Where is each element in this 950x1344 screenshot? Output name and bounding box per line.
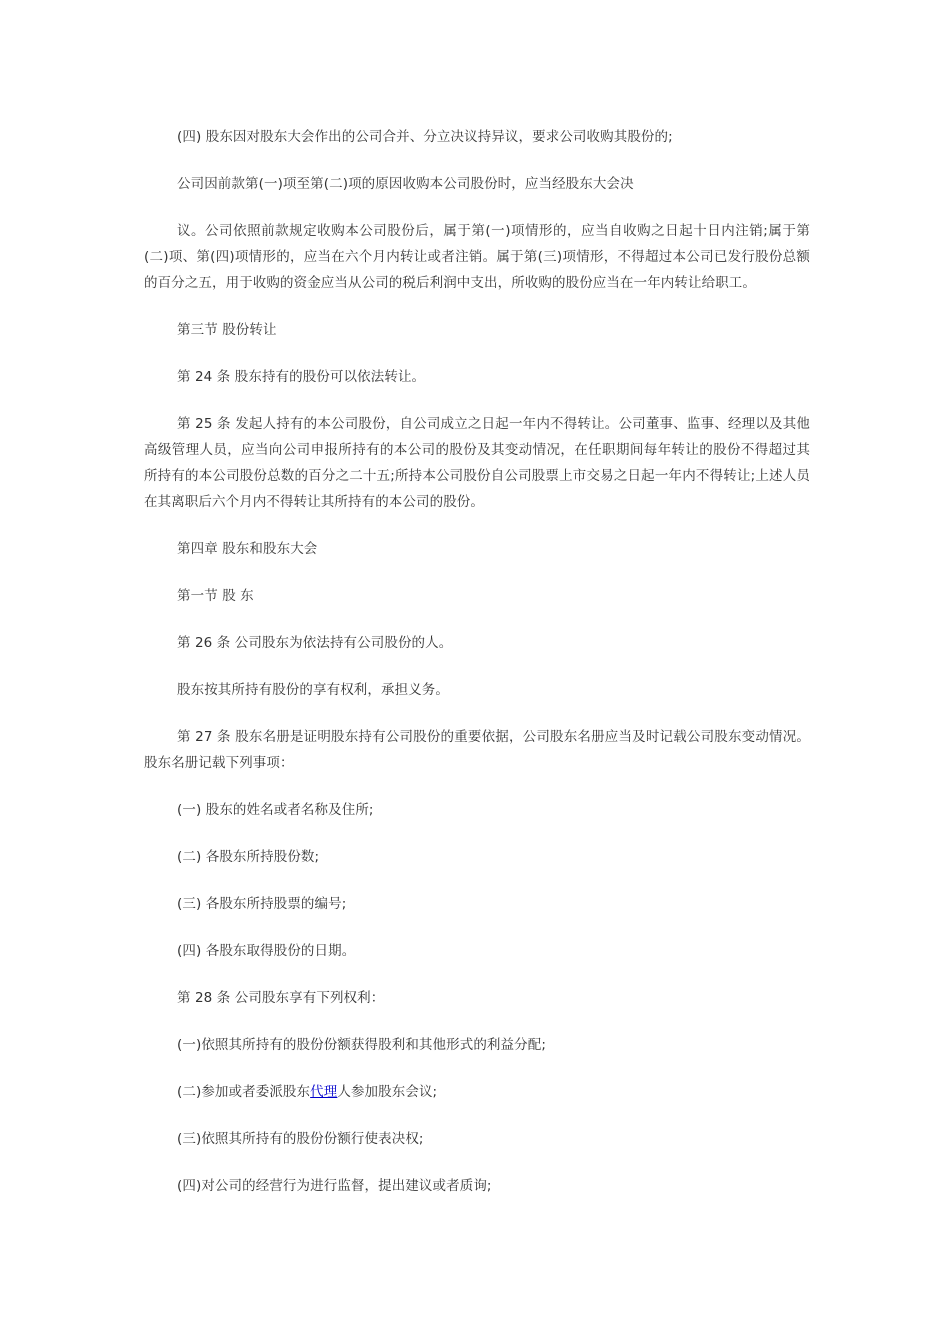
right-item-2 [144,1079,810,1105]
register-item-4: (四) 各股东取得股份的日期。 [177,943,356,959]
section-heading-share-transfer: 第三节 股份转让 [177,322,277,338]
right-item-2-after: 人参加股东会议; [337,1084,438,1100]
paragraph-repurchase-approval: 公司因前款第(一)项至第(二)项的原因收购本公司股份时，应当经股东大会决 [177,176,634,192]
article-28: 第 28 条 公司股东享有下列权利： [177,990,385,1006]
register-item-1: (一) 股东的姓名或者名称及住所; [177,802,374,818]
agent-link[interactable]: 代理 [310,1084,338,1100]
chapter-heading-shareholders: 第四章 股东和股东大会 [177,541,318,557]
register-item-3: (三) 各股东所持股票的编号; [177,896,347,912]
paragraph-rights-obligations: 股东按其所持有股份的享有权利，承担义务。 [177,682,449,698]
right-item-4: (四)对公司的经营行为进行监督，提出建议或者质询; [177,1178,492,1194]
right-item-1: (一)依照其所持有的股份份额获得股利和其他形式的利益分配; [177,1037,546,1053]
article-25: 第 25 条 发起人持有的本公司股份，自公司成立之日起一年内不得转让。公司董事、监事、经理以及其他高级管理人员，应当向公司申报所持有的本公司的股份及其变动情况，在任职期间每年转让的股份不得超过其所持有的本公司股份总数的百分之二十五;所持本公司股份自公司股票上市交易之日起一年内不得转让;上述人员在其离职后六个月内不得转让其所持有的本公司的股份。 [144,416,810,510]
section-heading-shareholders: 第一节 股 东 [177,588,254,604]
paragraph-item-4-objection: (四) 股东因对股东大会作出的公司合并、分立决议持异议，要求公司收购其股份的; [177,129,673,145]
article-26: 第 26 条 公司股东为依法持有公司股份的人。 [177,635,453,651]
article-27: 第 27 条 股东名册是证明股东持有公司股份的重要依据，公司股东名册应当及时记载公司股东变动情况。股东名册记载下列事项： [144,729,810,771]
document-body [144,124,810,1220]
paragraph-repurchase-rules: 议。公司依照前款规定收购本公司股份后，属于第(一)项情形的，应当自收购之日起十日内注销;属于第(二)项、第(四)项情形的，应当在六个月内转让或者注销。属于第(三)项情形，不得超过本公司已发行股份总额的百分之五，用于收购的资金应当从公司的税后利润中支出，所收购的股份应当在一年内转让给职工。 [144,223,810,291]
right-item-3: (三)依照其所持有的股份份额行使表决权; [177,1131,424,1147]
register-item-2: (二) 各股东所持股份数; [177,849,320,865]
right-item-2-before: (二)参加或者委派股东 [177,1084,311,1100]
article-24: 第 24 条 股东持有的股份可以依法转让。 [177,369,426,385]
